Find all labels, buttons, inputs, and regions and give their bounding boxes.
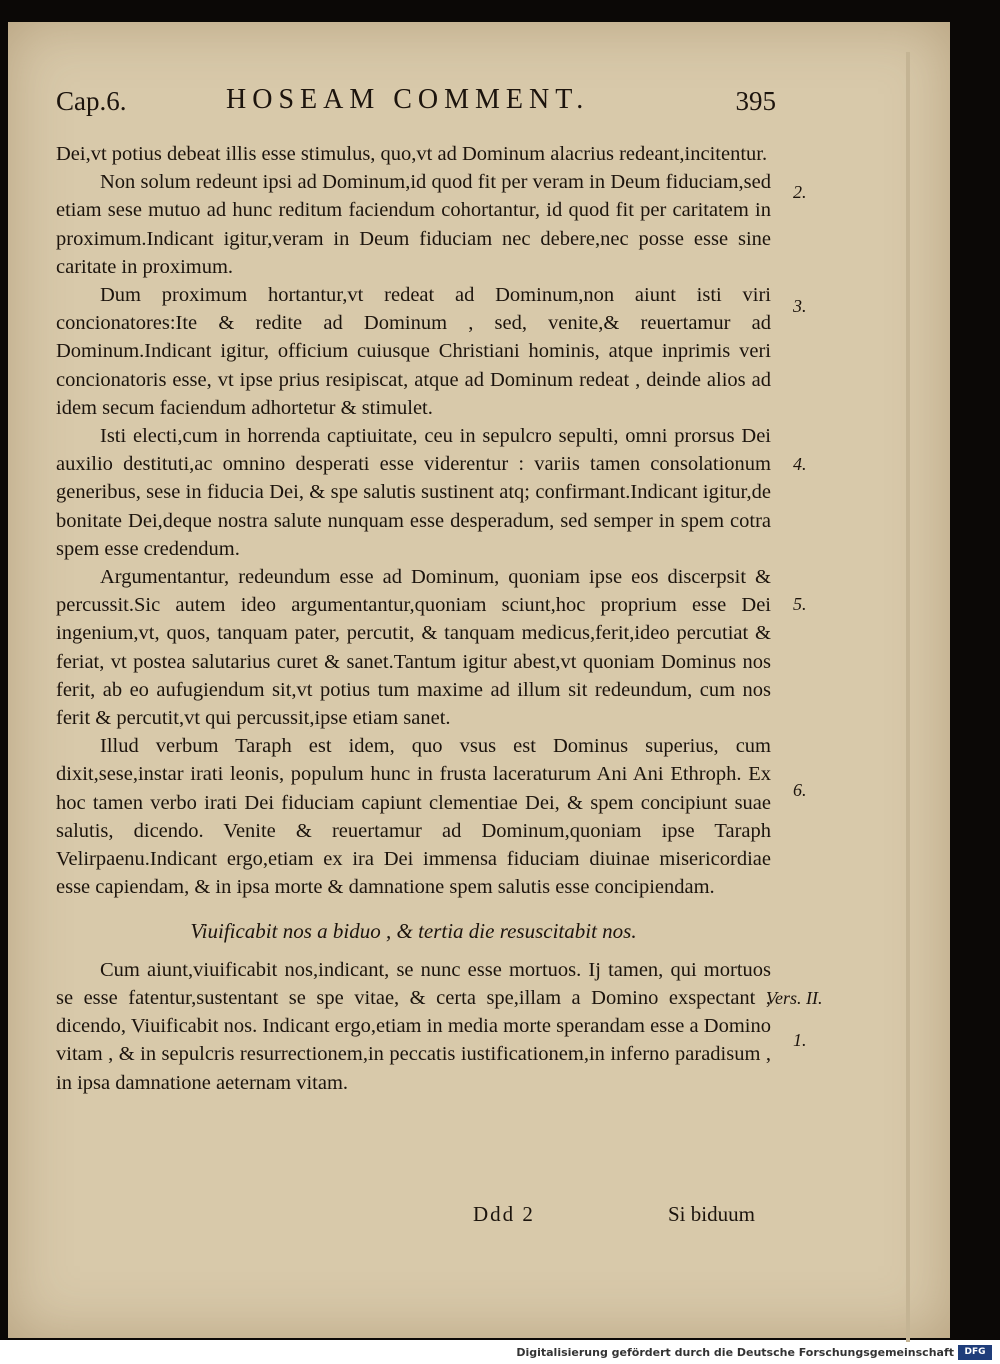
- paragraph: Cum aiunt,viuificabit nos,indicant, se nunc esse mortuos. Ij tamen, qui mortuos se esse fatentur,sustentant se spe vitae, & certa spe,illam a Domino exspectant , dicendo, Viuificabit nos. Indicant ergo,etiam in media morte sperandam esse a Domino vitam , & in sepulcris resurrectionem,in peccatis iustificationem,in inferno paradisum , in ipsa damnatione aeternam vitam.: [56, 958, 771, 1094]
- margin-note-verse: Vers. II.: [766, 988, 823, 1008]
- page-edge: [906, 52, 910, 1352]
- margin-note: 1.: [793, 1030, 807, 1050]
- margin-note: 2.: [793, 182, 807, 202]
- book-page: [8, 22, 950, 1338]
- catchword: Si biduum: [668, 1202, 755, 1226]
- page-number: 395: [735, 86, 776, 116]
- paragraph: Isti electi,cum in horrenda captiuitate, ceu in sepulcro sepulti, omni prorsus Dei auxilio destituti,ac omnino desperati esse viderentur : variis tamen consolationum generibus, sese in fiducia Dei, & spe salutis sustinent atq; confirmant.Indicant igitur,de bonitate Dei,deque nostra salute nunquam esse desperadum, sed semper in spem cotra spem esse credendum.: [56, 425, 771, 560]
- margin-note: 4.: [793, 454, 807, 474]
- paragraph: Non solum redeunt ipsi ad Dominum,id quod fit per veram in Deum fiduciam,sed etiam sese mutuo ad hunc reditum faciendum cohortantur, id quod fit per caritatem in proximum.Indicant igitur,veram in Deum fiduciam nec debere,nec posse esse sine caritate in proximum.: [56, 171, 771, 278]
- running-title: HOSEAM COMMENT.: [226, 84, 590, 115]
- main-text: [56, 140, 771, 1097]
- margin-note: 5.: [793, 594, 807, 614]
- credit-bar: [0, 1342, 1000, 1364]
- chapter-label: Cap.6.: [56, 86, 127, 116]
- paragraph: Illud verbum Taraph est idem, quo vsus est Dominus superius, cum dixit,sese,instar irati leonis, populum hunc in frusta laceraturum Ani Ani Ethroph. Ex hoc tamen verbo irati Dei fiduciam capiunt clementiae Dei, & spem concipiunt suae salutis, dicendo. Venite & reuertamur ad Dominum,quoniam ipse Taraph Velirpaenu.Indicant ergo,etiam ex ira Dei immensa fiduciam diuinae misericordiae esse capiendam, & in ipsa morte & damnatione spem salutis esse concipiendam.: [56, 735, 771, 899]
- signature-mark: Ddd 2: [473, 1202, 535, 1226]
- margin-note: 6.: [793, 780, 807, 800]
- margin-note: 3.: [793, 296, 807, 316]
- dfg-logo-icon: DFG: [958, 1345, 992, 1360]
- paragraph: Dei,vt potius debeat illis esse stimulus, quo,vt ad Dominum alacrius redeant,incitentur.: [56, 143, 768, 165]
- paragraph: Dum proximum hortantur,vt redeat ad Dominum,non aiunt isti viri concionatores:Ite & redite ad Dominum , sed, venite,& reuertamur ad Dominum.Indicant igitur, officium cuiusque Christiani hominis, atque inprimis veri concionatoris esse, vt ipse prius resipiscat, atque ad Dominum redeat , deinde alios ad idem secum faciendum adhortetur & stimulet.: [56, 284, 771, 419]
- verse-heading: Viuificabit nos a biduo , & tertia die resuscitabit nos.: [190, 919, 637, 944]
- credit-text: Digitalisierung gefördert durch die Deutsche Forschungsgemeinschaft: [516, 1346, 954, 1359]
- paragraph: Argumentantur, redeundum esse ad Dominum, quoniam ipse eos discerpsit & percussit.Sic autem ideo argumentantur,quoniam sciunt,hoc proprium esse Dei ingenium,vt, quos, tanquam pater, percutit, & tanquam medicus,ferit,ideo percutiat & feriat, vt postea salutarius curet & sanet.Tantum igitur abest,vt quoniam Dominus nos ferit, ab eo aufugiendum sit,vt potius tum maxime ad illum sit redeundum, cum nos ferit & percutit,vt qui percussit,ipse etiam sanet.: [56, 566, 771, 730]
- running-header: [56, 84, 776, 128]
